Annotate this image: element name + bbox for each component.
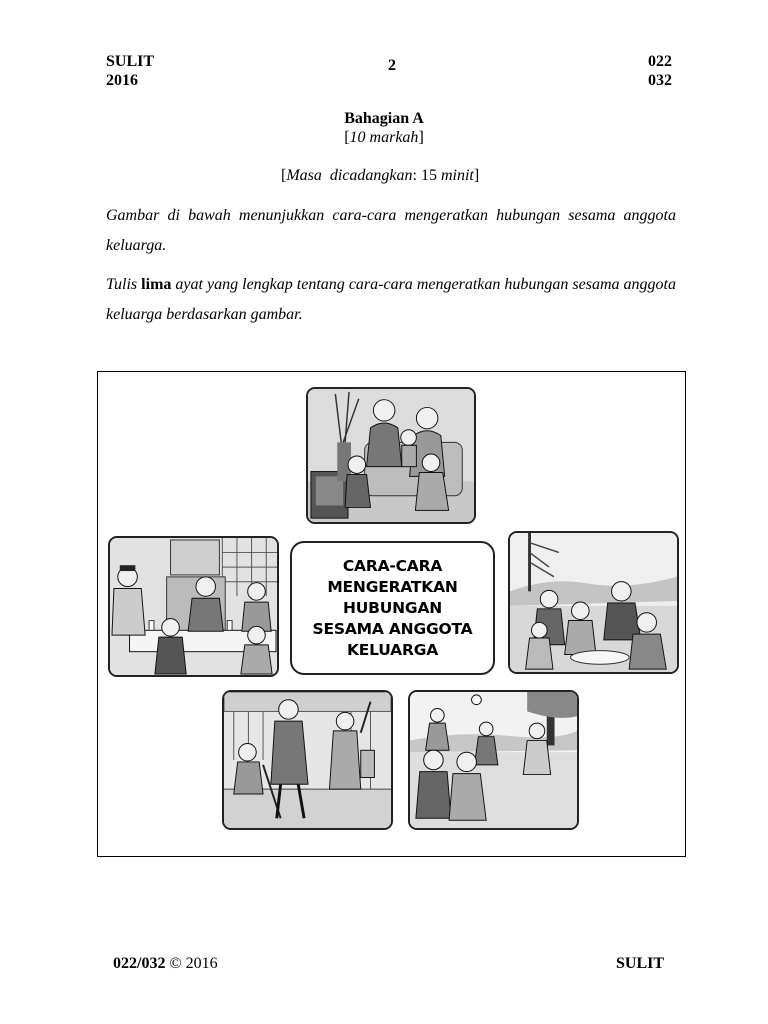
- page-number: 2: [388, 57, 396, 74]
- footer-sulit: SULIT: [616, 955, 665, 972]
- header-code-top: 022: [648, 53, 672, 70]
- section-title: Bahagian A: [344, 110, 424, 127]
- para2-start: Tulis: [106, 276, 142, 293]
- family-cleaning-illustration: [222, 690, 393, 830]
- time-bracket-close: ]: [473, 167, 480, 184]
- center-line-3: HUBUNGAN: [342, 598, 443, 617]
- marks-text: 10 markah: [349, 129, 419, 146]
- instruction-paragraph-2: [106, 270, 681, 330]
- header-right: [640, 52, 672, 90]
- header-year: 2016: [106, 72, 138, 89]
- instruction-paragraph-1: Gambar di bawah menunjukkan cara-cara mengeratkan hubungan sesama anggota keluarga.: [106, 207, 676, 254]
- center-line-5: KELUARGA: [346, 640, 439, 659]
- center-line-4: SESAMA ANGGOTA: [312, 619, 473, 638]
- para2-bold: lima: [141, 276, 172, 293]
- marks-bracket-open: [: [344, 129, 350, 146]
- footer-left: [113, 955, 218, 973]
- footer-code: 022/032: [113, 955, 166, 972]
- header-sulit: SULIT: [106, 53, 155, 70]
- time-unit: minit: [440, 167, 474, 184]
- family-picnic-illustration: [508, 531, 679, 674]
- family-dining-illustration: [108, 536, 279, 677]
- center-line-1: CARA-CARA: [342, 556, 443, 575]
- figure-center-title: [290, 541, 495, 675]
- marks-bracket-close: ]: [418, 129, 424, 146]
- para2-rest: ayat yang lengkap tentang cara-cara mengeratkan hubungan sesama anggota keluarga berdasarkan gambar.: [106, 276, 681, 323]
- section-marks: [284, 129, 484, 147]
- family-playing-illustration: [408, 690, 579, 830]
- family-watching-tv-illustration: [306, 387, 476, 524]
- time-bracket-open: [: [281, 167, 287, 184]
- header-left: [106, 52, 154, 90]
- header-code-bottom: 032: [648, 72, 672, 89]
- time-sep: : 15: [412, 167, 441, 184]
- time-label: Masa dicadangkan: [286, 167, 413, 184]
- time-suggested: [281, 167, 521, 185]
- center-line-2: MENGERATKAN: [327, 577, 458, 596]
- footer-copyright: © 2016: [169, 955, 218, 972]
